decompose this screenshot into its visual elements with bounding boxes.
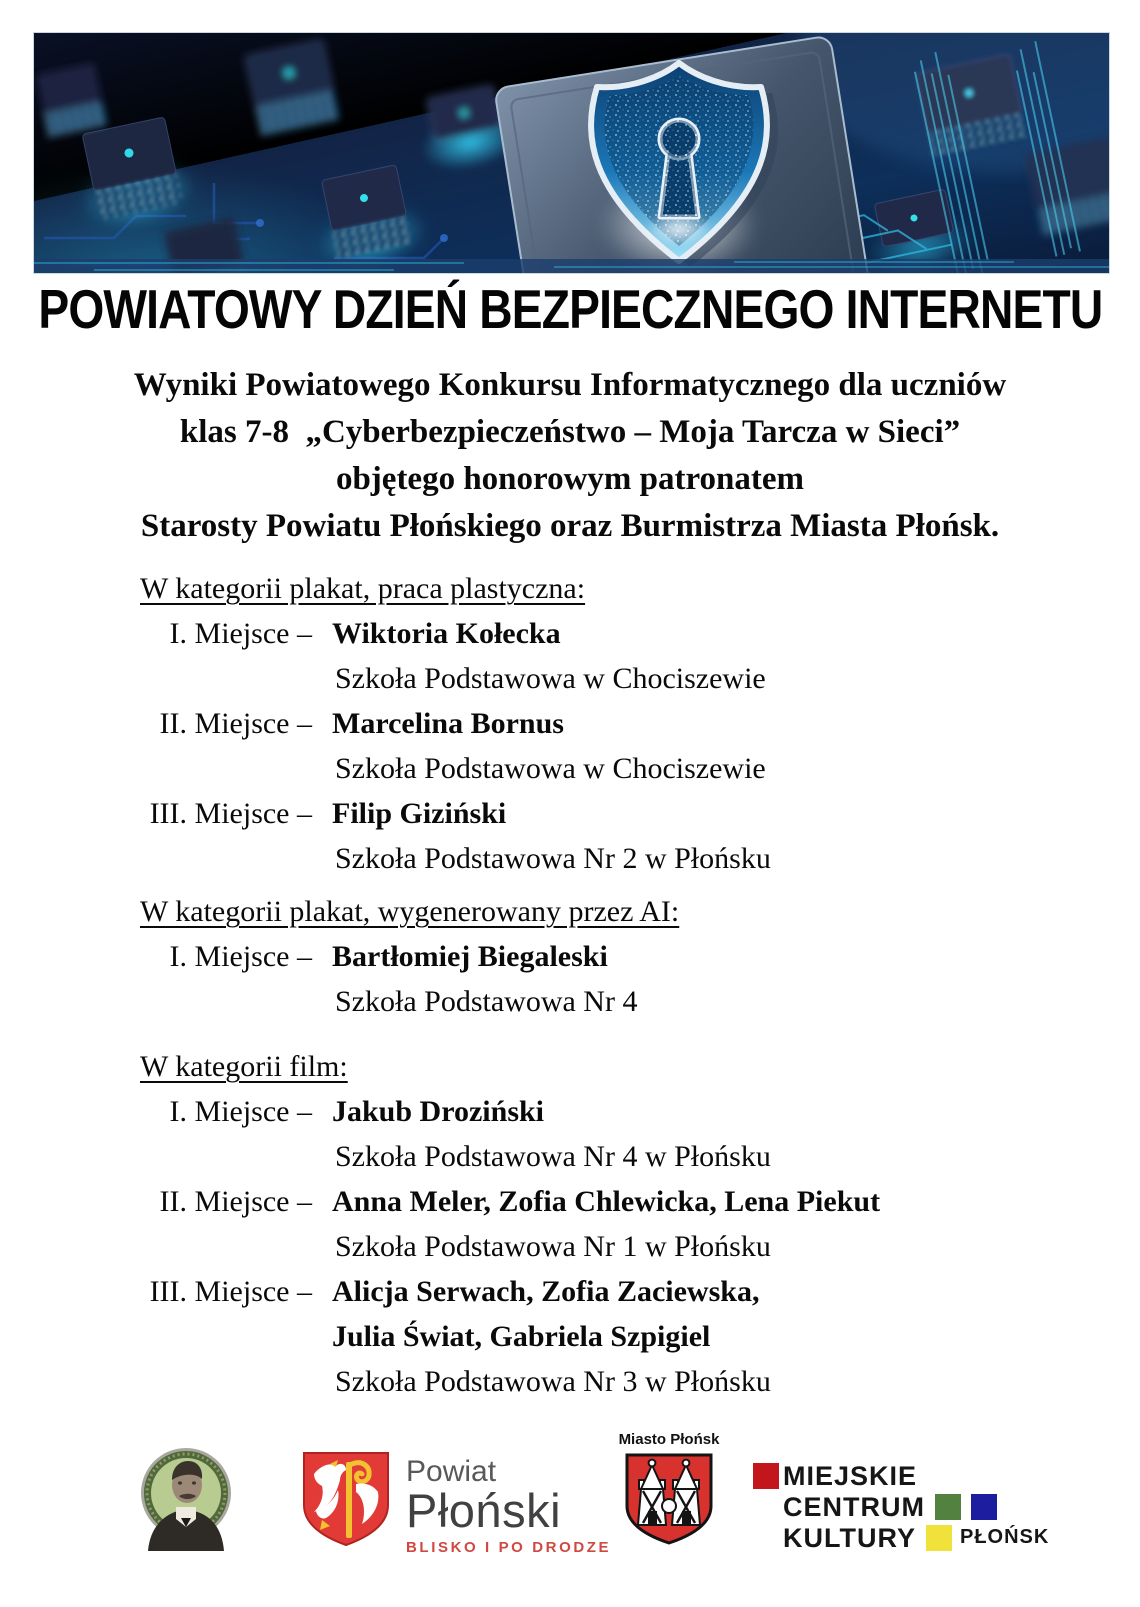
place-label: I. Miejsce – [169, 940, 312, 973]
powiat-tagline: BLISKO I PO DRODZE [406, 1539, 612, 1556]
yellow-square-icon [926, 1525, 952, 1551]
intro-line: klas 7-8 „Cyberbezpieczeństwo – Moja Tarcza w Sieci” [179, 414, 961, 450]
list-item [140, 701, 1090, 791]
mck-plonsk-logo [753, 1460, 1049, 1553]
red-square-icon [753, 1463, 779, 1489]
two-towers-shield-icon [621, 1451, 717, 1548]
winner-school: Szkoła Podstawowa Nr 4 w Płońsku [335, 1140, 771, 1173]
powiat-plonski-logo [300, 1450, 611, 1556]
powiat-logo-text [406, 1450, 611, 1556]
intro-line: Starosty Powiatu Płońskiego oraz Burmistrza Miasta Płońsk. [140, 508, 1000, 544]
place-label: II. Miejsce – [159, 707, 312, 740]
winner-name: Filip Giziński [332, 797, 507, 830]
patron-portrait-badge [138, 1447, 234, 1551]
winner-name: Wiktoria Kołecka [332, 617, 561, 650]
category-heading: W kategorii plakat, wygenerowany przez AI: [140, 895, 680, 928]
list-item [140, 934, 1090, 1024]
winner-name: Marcelina Bornus [332, 707, 564, 740]
place-label: III. Miejsce – [149, 1275, 312, 1308]
category-heading: W kategorii film: [140, 1050, 348, 1083]
category-section-film [140, 1044, 1090, 1404]
winner-school: Szkoła Podstawowa w Chociszewie [335, 662, 766, 695]
intro-line: Wyniki Powiatowego Konkursu Informatycznego dla uczniów [133, 367, 1007, 403]
category-section-plakat-ai [140, 889, 1090, 1024]
category-section-plakat-plastyczna [140, 566, 1090, 881]
winner-name: Anna Meler, Zofia Chlewicka, Lena Piekut [332, 1185, 881, 1218]
winner-school: Szkoła Podstawowa Nr 1 w Płońsku [335, 1230, 771, 1263]
list-item [140, 791, 1090, 881]
winner-school: Szkoła Podstawowa Nr 3 w Płońsku [335, 1365, 771, 1398]
winner-name: Jakub Droziński [332, 1095, 545, 1128]
shield-icon [591, 63, 778, 273]
green-square-icon [935, 1494, 961, 1520]
place-label: II. Miejsce – [159, 1185, 312, 1218]
winner-school: Szkoła Podstawowa Nr 2 w Płońsku [335, 842, 771, 875]
category-heading: W kategorii plakat, praca plastyczna: [140, 572, 586, 605]
miasto-caption: Miasto Płońsk [618, 1431, 720, 1448]
place-label: I. Miejsce – [169, 617, 312, 650]
list-item [140, 611, 1090, 701]
winner-school: Szkoła Podstawowa w Chociszewie [335, 752, 766, 785]
miasto-plonsk-logo [602, 1432, 736, 1553]
mck-word: MIEJSKIE [783, 1460, 918, 1491]
padlock-keyhole-icon [660, 120, 698, 217]
portrait-medallion-icon [138, 1447, 234, 1551]
mck-row [753, 1460, 1049, 1491]
results-list [140, 566, 1090, 1404]
list-item [140, 1179, 1090, 1269]
winner-school: Szkoła Podstawowa Nr 4 [335, 985, 638, 1018]
winner-name: Bartłomiej Biegaleski [332, 940, 608, 973]
page-title: POWIATOWY DZIEŃ BEZPIECZNEGO INTERNETU [37, 278, 1103, 340]
list-item [140, 1269, 1090, 1404]
circuit-board-graphic [34, 33, 1109, 273]
mck-row [753, 1522, 1049, 1553]
winner-name: Alicja Serwach, Zofia Zaciewska, [332, 1275, 760, 1308]
mck-word: KULTURY [783, 1522, 916, 1553]
mck-row [753, 1491, 1049, 1522]
place-label: III. Miejsce – [149, 797, 312, 830]
intro-line: objętego honorowym patronatem [335, 461, 805, 497]
eagle-and-crosier-shield-icon [300, 1450, 392, 1548]
powiat-label: Powiat [406, 1455, 497, 1488]
mck-word: CENTRUM [783, 1491, 925, 1522]
winner-name: Julia Świat, Gabriela Szpigiel [332, 1320, 711, 1353]
powiat-name: Płoński [406, 1484, 562, 1537]
mck-city: PŁOŃSK [959, 1526, 1050, 1548]
place-label: I. Miejsce – [169, 1095, 312, 1128]
list-item [140, 1089, 1090, 1179]
blue-square-icon [971, 1494, 997, 1520]
intro-text [0, 362, 1140, 550]
cybersecurity-hero-image [33, 32, 1110, 274]
